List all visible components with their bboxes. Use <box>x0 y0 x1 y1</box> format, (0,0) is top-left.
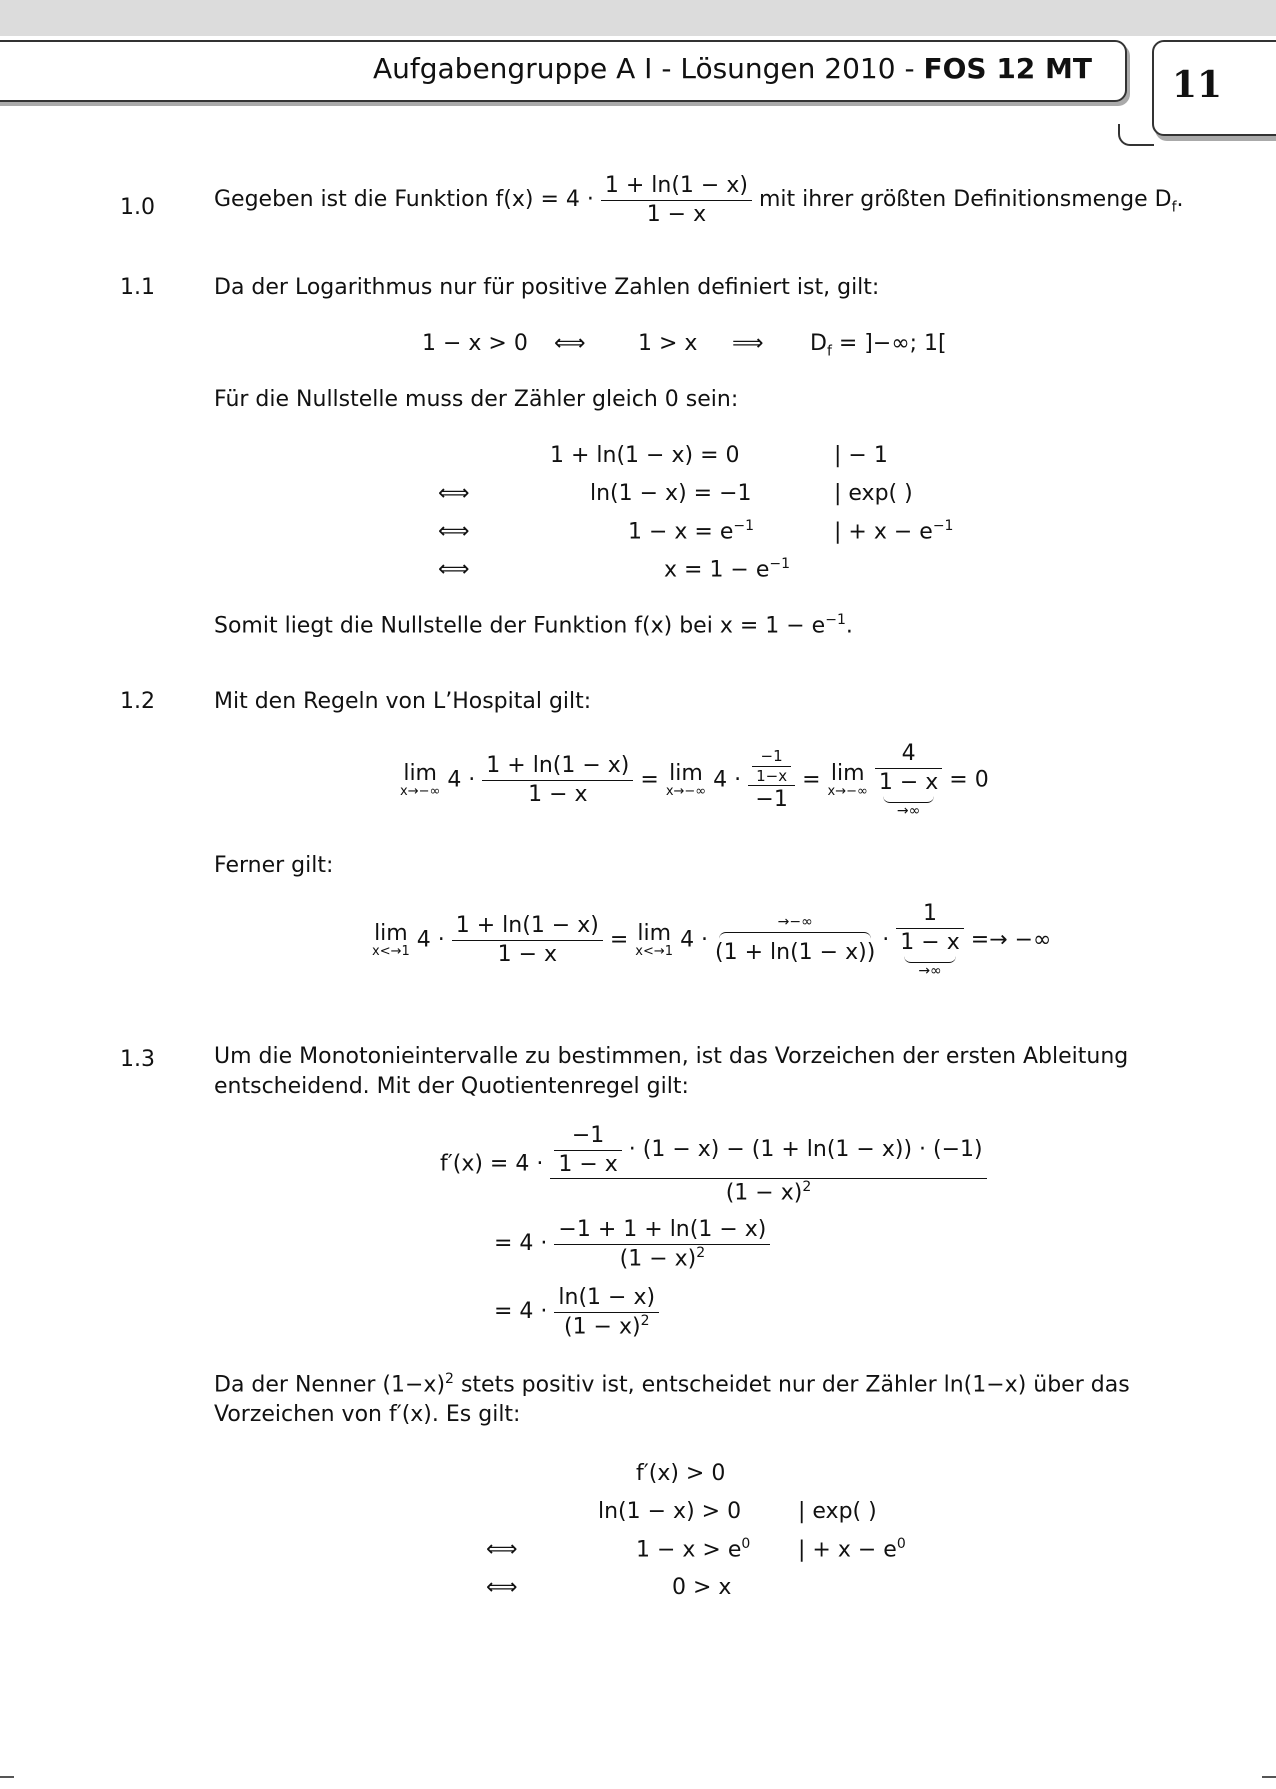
s13-d1-inner-num: −1 <box>554 1122 621 1151</box>
s12-paren-expr: (1 + ln(1 − x)) <box>715 939 876 965</box>
s12-eq-1: = <box>640 767 659 793</box>
s13-d1-den-main: (1 − x) <box>725 1180 803 1206</box>
s13-nenner-text <box>214 1370 1154 1430</box>
s11-domain-sub: f <box>826 343 832 360</box>
s12-eq-2: = <box>802 767 821 793</box>
s13-ineq-row-4: 0 > x <box>672 1575 732 1600</box>
s13-d3-den <box>554 1313 659 1341</box>
s12-lim-5-arrow: <→ <box>642 943 665 959</box>
s12-lim-1 <box>400 760 441 799</box>
s13-d2-num: −1 + 1 + ln(1 − x) <box>554 1216 770 1245</box>
s10-frac-den: 1 − x <box>646 201 707 227</box>
s11-op-row-3 <box>834 518 953 546</box>
s12-lim-4-arrow: <→ <box>379 943 402 959</box>
s12-frac-5-den: 1 − x <box>900 929 960 955</box>
s12-lim-3-word: lim <box>830 760 865 786</box>
s12-lim-5-x: x <box>635 943 643 959</box>
page-title <box>373 52 1092 85</box>
s11-lead-row-2: ⟺ <box>438 481 470 506</box>
s11-intro: Da der Logarithmus nur für positive Zahlen definiert ist, gilt: <box>214 275 880 300</box>
s11-eq-row-4-main: x = 1 − e <box>664 557 770 583</box>
s12-lim-5-sub <box>635 945 673 958</box>
s12-underbrace <box>883 796 934 803</box>
s12-lim-3-sub: x→−∞ <box>827 783 868 799</box>
s11-lead-row-4: ⟺ <box>438 557 470 582</box>
crop-mark-right <box>1262 1776 1276 1778</box>
s12-inner-num: −1 <box>752 747 791 767</box>
s11-eq-row-2: ln(1 − x) = −1 <box>590 481 752 506</box>
s13-ineq-row-3-sup: 0 <box>741 1536 751 1552</box>
s12-underbrace-label: →∞ <box>896 803 921 819</box>
header-connector <box>1118 124 1154 146</box>
s11-eq-row-4 <box>664 556 790 584</box>
s12-frac-2 <box>748 747 795 814</box>
s12-lim-1-word: lim <box>403 760 437 786</box>
s12-frac-5-den-brace <box>896 929 963 981</box>
s13-nenner-sup: 2 <box>445 1371 454 1387</box>
s13-intro: Um die Monotonieintervalle zu bestimmen, ist das Vorzeichen der ersten Ableitung entscheidend. Mit der Quotientenregel gilt: <box>214 1044 1129 1099</box>
s13-d1-num-rest: · (1 − x) − (1 + ln(1 − x)) · (−1) <box>628 1137 983 1162</box>
s12-lim-5-one: 1 <box>664 943 674 959</box>
s12-result-1: = 0 <box>949 767 989 793</box>
section-number-1-1: 1.1 <box>120 275 155 300</box>
s13-ineq-lead-3: ⟺ <box>486 1537 518 1562</box>
page-number: 11 <box>1172 64 1223 106</box>
section-number-1-3: 1.3 <box>120 1047 155 1072</box>
s10-fraction <box>601 172 752 228</box>
s12-frac-5-num: 1 <box>896 900 963 929</box>
s12-inner-den: 1−x <box>756 766 788 785</box>
s12-frac-5 <box>896 900 963 981</box>
s12-lim-2-sub: x→−∞ <box>665 783 707 799</box>
s12-inner-frac <box>752 747 791 786</box>
s12-lim-3 <box>827 760 868 799</box>
s11-domain-c <box>810 330 947 361</box>
s11-domain-d: D <box>810 331 827 356</box>
s11-eq-row-1: 1 + ln(1 − x) = 0 <box>550 443 740 468</box>
s11-eq-row-3-main: 1 − x = e <box>628 519 734 545</box>
s12-underbrace-2 <box>904 956 955 963</box>
s11-lead-row-3: ⟺ <box>438 519 470 544</box>
s12-limit-minus-inf <box>400 740 989 821</box>
s13-d1-den-sup: 2 <box>802 1179 812 1195</box>
s11-op-row-1: | − 1 <box>834 443 888 468</box>
s12-frac-3 <box>875 740 942 821</box>
s12-frac-4 <box>452 912 603 968</box>
s12-dot: · <box>882 927 890 953</box>
s11-op-row-2: | exp( ) <box>834 481 913 506</box>
s12-frac-2-den: −1 <box>755 787 788 813</box>
s12-frac-1 <box>482 752 633 808</box>
s13-d3-den-main: (1 − x) <box>563 1313 641 1339</box>
s12-frac-4-num: 1 + ln(1 − x) <box>452 912 603 941</box>
s13-d1-inner-den: 1 − x <box>558 1151 618 1177</box>
s12-result-2: =→ −∞ <box>970 927 1052 953</box>
s13-ineq-op-3 <box>798 1536 906 1564</box>
s10-frac-num: 1 + ln(1 − x) <box>601 172 752 201</box>
s12-lim-5 <box>635 920 674 959</box>
s11-eq-row-4-sup: −1 <box>769 556 791 572</box>
s11-op-row-3-main: | + x − e <box>834 519 933 545</box>
section-1-0-statement <box>214 172 1184 228</box>
s13-ineq-row-2: ln(1 − x) > 0 <box>598 1499 742 1524</box>
s11-eq-row-3 <box>628 518 754 546</box>
s13-d2-lhs: = 4 · <box>494 1231 548 1257</box>
s13-ineq-row-1: f′(x) > 0 <box>636 1461 726 1486</box>
crop-mark-left <box>0 1776 14 1778</box>
s12-four-3: 4 · <box>416 927 445 953</box>
s10-text-before: Gegeben ist die Funktion f(x) = 4 · <box>214 187 594 212</box>
s12-frac-1-den: 1 − x <box>528 781 588 807</box>
s12-overbrace-label: →−∞ <box>777 914 813 931</box>
s12-frac-3-den: 1 − x <box>878 769 939 795</box>
s12-eq-3: = <box>609 927 629 953</box>
title-prefix: Aufgabengruppe A I - Lösungen 2010 - <box>372 52 924 85</box>
title-course: FOS 12 MT <box>923 52 1092 85</box>
s11-conclusion-main: Somit liegt die Nullstelle der Funktion f(x) bei x = 1 − e <box>214 613 826 639</box>
s11-domain-a: 1 − x > 0 <box>422 331 528 356</box>
s13-d-lhs: f′(x) = 4 · <box>440 1151 544 1177</box>
s13-d1-den <box>550 1179 986 1207</box>
s12-lim-2-word: lim <box>669 760 703 786</box>
s13-derivative-line-3 <box>494 1284 659 1340</box>
s10-text-after: mit ihrer größten Definitionsmenge D <box>758 187 1172 212</box>
s10-end: . <box>1176 187 1184 212</box>
s12-four-4: 4 · <box>680 927 709 953</box>
s12-frac-1-num: 1 + ln(1 − x) <box>482 752 633 781</box>
s12-intro: Mit den Regeln von L’Hospital gilt: <box>214 689 592 714</box>
s12-four-1: 4 · <box>447 767 476 793</box>
s12-underbrace-2-label: →∞ <box>918 963 942 979</box>
s13-ineq-row-3-main: 1 − x > e <box>636 1537 742 1563</box>
s12-lim-4-word: lim <box>374 920 408 946</box>
s11-zero-intro: Für die Nullstelle muss der Zähler gleich 0 sein: <box>214 387 739 412</box>
s13-nenner-a: Da der Nenner (1−x) <box>214 1372 446 1398</box>
s10-sub: f <box>1171 199 1177 216</box>
s12-limit-one <box>372 900 1051 981</box>
s13-nenner-b: stets positiv ist, entscheidet nur der Zähler ln(1−x) über das Vorzeichen von f′(x). Es gilt: <box>214 1372 1130 1428</box>
section-number-1-2: 1.2 <box>120 689 155 714</box>
s12-frac-2-num <box>748 747 795 787</box>
s13-d2-den <box>554 1245 770 1273</box>
s12-lim-5-word: lim <box>637 920 671 946</box>
s13-d1-inner-frac <box>554 1122 621 1178</box>
top-band <box>0 0 1276 36</box>
s12-ferner: Ferner gilt: <box>214 853 334 878</box>
s13-ineq-op-2: | exp( ) <box>798 1499 877 1524</box>
s13-d3-den-sup: 2 <box>640 1312 650 1329</box>
s11-conclusion-sup: −1 <box>825 612 846 628</box>
s12-overbrace <box>719 932 871 939</box>
s13-d2-den-sup: 2 <box>696 1244 706 1261</box>
s11-domain-b: 1 > x <box>638 331 698 356</box>
s13-d1-num <box>550 1122 986 1179</box>
s12-frac-3-num: 4 <box>875 740 942 769</box>
s13-d2-den-main: (1 − x) <box>619 1245 697 1271</box>
s13-d3-frac <box>554 1284 659 1340</box>
s13-ineq-op-3-main: | + x − e <box>798 1537 897 1563</box>
s11-implies: ⟹ <box>732 331 764 356</box>
s13-d3-num: ln(1 − x) <box>554 1284 659 1313</box>
s11-op-row-3-sup: −1 <box>932 518 954 534</box>
s13-d3-lhs: = 4 · <box>494 1299 548 1325</box>
s12-lim-2 <box>665 760 707 799</box>
s11-conclusion-end: . <box>845 613 853 639</box>
s12-lim-4 <box>372 920 410 959</box>
s11-eq-row-3-sup: −1 <box>733 518 755 534</box>
s12-lim-4-one: 1 <box>401 943 410 959</box>
section-number-1-0: 1.0 <box>120 195 155 220</box>
s12-lim-4-sub <box>372 945 410 958</box>
s12-frac-4-den: 1 − x <box>497 941 558 967</box>
s11-iff: ⟺ <box>554 331 586 356</box>
s12-overbrace-group <box>715 914 875 966</box>
s13-derivative-line-2 <box>494 1216 770 1272</box>
s12-lim-4-x: x <box>372 943 380 959</box>
s13-d1-frac <box>550 1122 986 1207</box>
s13-ineq-row-3 <box>636 1536 750 1564</box>
s12-frac-3-den-brace <box>875 769 942 821</box>
s13-ineq-op-3-sup: 0 <box>896 1536 906 1552</box>
s13-ineq-lead-4: ⟺ <box>486 1575 518 1600</box>
s11-conclusion <box>214 612 853 640</box>
s12-lim-1-sub: x→−∞ <box>400 783 441 799</box>
s13-d2-frac <box>554 1216 770 1272</box>
s13-derivative-line-1 <box>440 1122 987 1207</box>
s12-four-2: 4 · <box>713 767 742 793</box>
s11-domain-rest: = ]−∞; 1[ <box>831 331 947 356</box>
